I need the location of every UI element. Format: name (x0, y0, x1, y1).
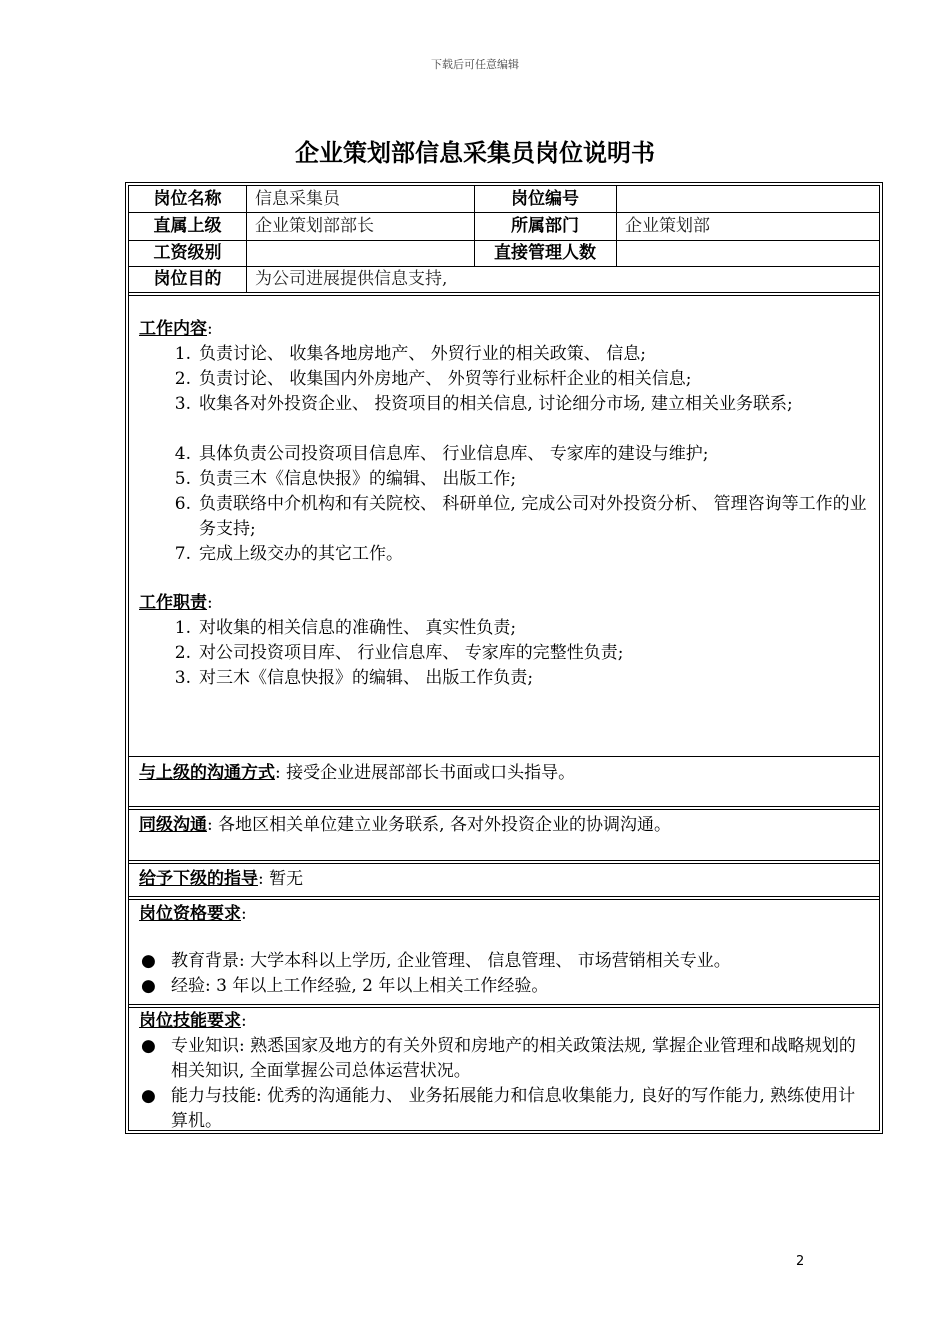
department-label: 所属部门 (511, 216, 579, 236)
work-content-item: 1. 负责讨论、 收集各地房地产、 外贸行业的相关政策、 信息; (174, 344, 646, 364)
department-value: 企业策划部 (625, 216, 710, 236)
work-content-item: 4. 具体负责公司投资项目信息库、 行业信息库、 专家库的建设与维护; (174, 444, 709, 464)
duty-item: 2. 对公司投资项目库、 行业信息库、 专家库的完整性负责; (174, 643, 624, 663)
row-divider (129, 292, 879, 296)
managed-count-label: 直接管理人数 (494, 243, 596, 263)
row-divider (129, 860, 879, 864)
row-divider (129, 806, 879, 810)
position-no-label: 岗位编号 (511, 189, 579, 209)
bullet-icon: ● (141, 1036, 156, 1056)
skills-heading: 岗位技能要求: (139, 1011, 247, 1031)
header-note: 下载后可任意编辑 (431, 58, 519, 71)
work-content-item: 2. 负责讨论、 收集国内外房地产、 外贸等行业标杆企业的相关信息; (174, 369, 692, 389)
column-divider (246, 186, 247, 292)
superior-value: 企业策划部部长 (255, 216, 374, 236)
duty-item: 3. 对三木《信息快报》的编辑、 出版工作负责; (174, 668, 534, 688)
qualification-item: ● 经验: 3 年以上工作经验, 2 年以上相关工作经验。 (139, 974, 865, 999)
qualification-heading: 岗位资格要求: (139, 904, 247, 924)
work-content-item: 6. 负责联络中介机构和有关院校、 科研单位, 完成公司对外投资分析、 管理咨询等工作的业务支持; (174, 494, 867, 539)
work-content-item: 5. 负责三木《信息快报》的编辑、 出版工作; (174, 469, 517, 489)
job-description-table (125, 182, 883, 1134)
row-divider (129, 756, 879, 757)
duties-heading: 工作职责: (139, 593, 213, 613)
document-title: 企业策划部信息采集员岗位说明书 (295, 139, 655, 167)
work-content-item: 7. 完成上级交办的其它工作。 (174, 544, 403, 564)
bullet-icon: ● (141, 951, 156, 971)
position-name-label: 岗位名称 (153, 189, 222, 209)
duty-item: 1. 对收集的相关信息的准确性、 真实性负责; (174, 618, 517, 638)
table-inner (128, 185, 880, 1131)
work-content-heading: 工作内容: (139, 319, 213, 339)
qualification-item: ● 教育背景: 大学本科以上学历, 企业管理、 信息管理、 市场营销相关专业。 (139, 949, 865, 974)
subordinate-guidance: 给予下级的指导: 暂无 (139, 869, 304, 889)
superior-label: 直属上级 (153, 216, 222, 236)
peer-communication: 同级沟通: 各地区相关单位建立业务联系, 各对外投资企业的协调沟通。 (139, 815, 671, 835)
purpose-value: 为公司进展提供信息支持, (255, 269, 448, 289)
superior-communication: 与上级的沟通方式: 接受企业进展部部长书面或口头指导。 (139, 763, 576, 783)
bullet-icon: ● (141, 976, 156, 996)
skill-item: ● 能力与技能: 优秀的沟通能力、 业务拓展能力和信息收集能力, 良好的写作能力, 熟练使用计算机。 (141, 1086, 856, 1131)
position-name-value: 信息采集员 (255, 189, 340, 209)
page-number: 2 (796, 1254, 805, 1269)
column-divider (616, 186, 617, 266)
work-content-item: 3. 收集各对外投资企业、 投资项目的相关信息, 讨论细分市场, 建立相关业务联系; (174, 394, 793, 414)
salary-label: 工资级别 (153, 243, 222, 263)
skill-item: ● 专业知识: 熟悉国家及地方的有关外贸和房地产的相关政策法规, 掌握企业管理和战略规划的相关知识, 全面掌握公司总体运营状况。 (141, 1036, 856, 1081)
row-divider (129, 896, 879, 900)
row-divider (129, 1004, 879, 1008)
purpose-label: 岗位目的 (153, 269, 222, 289)
bullet-icon: ● (141, 1086, 156, 1106)
